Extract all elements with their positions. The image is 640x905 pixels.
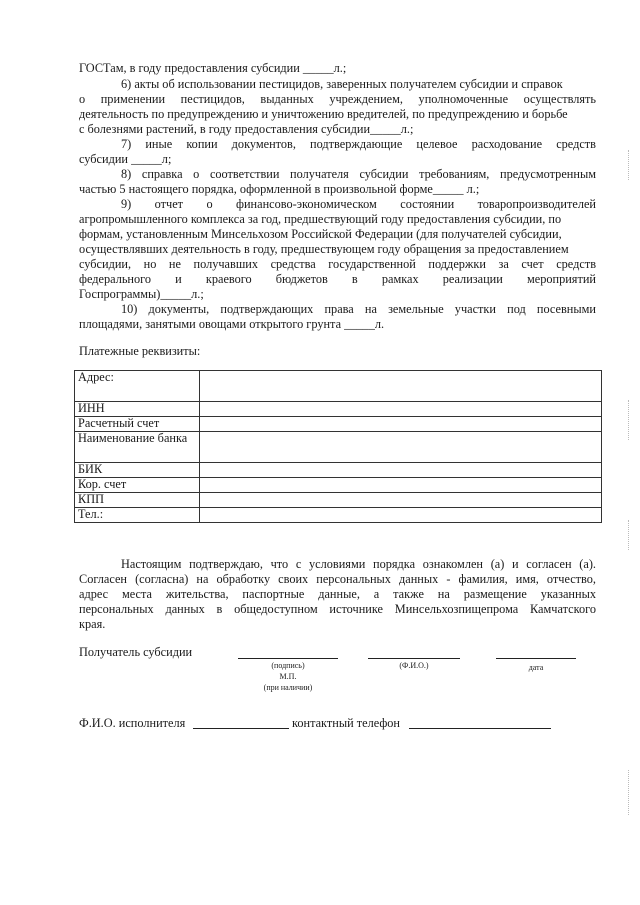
executor-phone-label: контактный телефон (292, 716, 401, 730)
item-9-line-7: Госпрограммы)_____л.; (79, 287, 204, 301)
table-row (75, 432, 602, 463)
payment-heading: Платежные реквизиты: (79, 344, 201, 358)
table-row (75, 493, 602, 508)
item-5-tail: ГОСТам, в году предоставления субсидии _____л.; (79, 61, 347, 75)
signature-line[interactable] (238, 658, 338, 659)
executor-fio-label: Ф.И.О. исполнителя (79, 716, 186, 730)
bank-name-value[interactable] (200, 432, 602, 463)
payment-details-table (74, 370, 602, 523)
executor-fio-line[interactable] (193, 728, 289, 729)
table-row (75, 371, 602, 402)
recipient-label: Получатель субсидии (79, 645, 193, 659)
item-9-line-2: агропромышленного комплекса за год, предшествующий году предоставления субсидии, по (79, 212, 562, 226)
bank-name-label: Наименование банка (75, 432, 200, 463)
scan-edge-mark (628, 770, 632, 815)
scan-edge-mark (628, 400, 632, 440)
item-9-line-3: формам, установленным Минсельхозом Российской Федерации (для получателей субсидии, (79, 227, 562, 241)
item-9-line-4: осуществлявших деятельность в году, предшествующем году обращения за предоставлением (79, 242, 569, 256)
item-7-line-2: субсидии _____л; (79, 152, 172, 166)
stamp-caption: М.П. (279, 672, 297, 681)
item-10-line-1: 10) документы, подтверждающих права на земельные участки под посевными (121, 302, 596, 316)
corr-account-value[interactable] (200, 478, 602, 493)
consent-line-5: края. (79, 617, 106, 631)
signature-caption: (подпись) (271, 661, 305, 670)
account-value[interactable] (200, 417, 602, 432)
scan-edge-mark (628, 520, 632, 550)
fio-line[interactable] (368, 658, 460, 659)
item-6-line-2: о применении пестицидов, выданных учреждением, уполномоченные осуществлять (79, 92, 596, 106)
item-8-line-2: частью 5 настоящего порядка, оформленной в произвольной форме_____ л.; (79, 182, 480, 196)
date-caption: дата (528, 663, 544, 672)
kpp-label: КПП (75, 493, 200, 508)
consent-line-2: Согласен (согласна) на обработку своих персональных данных - фамилия, имя, отчество, (79, 572, 596, 586)
phone-label: Тел.: (75, 508, 200, 523)
table-row (75, 417, 602, 432)
inn-label: ИНН (75, 402, 200, 417)
table-row (75, 402, 602, 417)
fio-caption: (Ф.И.О.) (399, 661, 429, 670)
item-9-line-5: субсидии, но не получавших средства государственной поддержки за счет средств (79, 257, 596, 271)
kpp-value[interactable] (200, 493, 602, 508)
consent-line-3: адрес места жительства, паспортные данные, а также на размещение указанных (79, 587, 596, 601)
consent-line-4: персональных данных в общедоступном источнике Минсельхозпищепрома Камчатского (79, 602, 596, 616)
address-label: Адрес: (75, 371, 200, 402)
consent-line-1: Настоящим подтверждаю, что с условиями порядка ознакомлен (а) и согласен (а). (121, 557, 596, 571)
bik-value[interactable] (200, 463, 602, 478)
executor-phone-line[interactable] (409, 728, 551, 729)
item-6-line-1: 6) акты об использовании пестицидов, заверенных получателем субсидии и справок (121, 77, 563, 91)
corr-account-label: Кор. счет (75, 478, 200, 493)
item-6-line-3: деятельность по предупреждению и уничтожению вредителей, по предупреждению и борьбе (79, 107, 568, 121)
item-9-line-1: 9) отчет о финансово-экономическом состоянии товаропроизводителей (121, 197, 596, 211)
item-8-line-1: 8) справка о соответствии получателя субсидии требованиям, предусмотренным (121, 167, 596, 181)
scan-edge-mark (628, 150, 632, 180)
item-6-line-4: с болезнями растений, в году предоставления субсидии_____л.; (79, 122, 414, 136)
date-line[interactable] (496, 658, 576, 659)
account-label: Расчетный счет (75, 417, 200, 432)
item-7-line-1: 7) иные копии документов, подтверждающие целевое расходование средств (121, 137, 596, 151)
inn-value[interactable] (200, 402, 602, 417)
table-row (75, 478, 602, 493)
item-10-line-2: площадями, занятыми овощами открытого грунта _____л. (79, 317, 385, 331)
phone-value[interactable] (200, 508, 602, 523)
table-row (75, 463, 602, 478)
bik-label: БИК (75, 463, 200, 478)
table-row (75, 508, 602, 523)
address-value[interactable] (200, 371, 602, 402)
stamp-note: (при наличии) (263, 683, 313, 692)
item-9-line-6: федерального и краевого бюджетов в рамках реализации мероприятий (79, 272, 596, 286)
